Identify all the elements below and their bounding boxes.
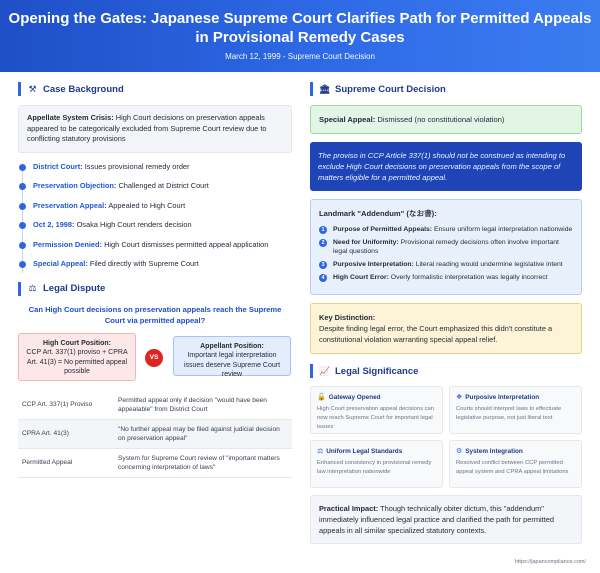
timeline-dot xyxy=(19,203,26,210)
gears-icon: ⚙ xyxy=(456,448,463,455)
unlock-icon: 🔓 xyxy=(317,394,326,401)
positions-comparison xyxy=(18,333,292,387)
vs-badge: VS xyxy=(145,349,163,367)
timeline-item: Preservation Appeal: Appealed to High Court xyxy=(33,201,292,221)
timeline-item: Preservation Objection: Challenged at District Court xyxy=(33,181,292,201)
case-timeline xyxy=(18,162,292,279)
holding-quote: The proviso in CCP Article 337(1) should not be construed as intending to exclude High Court decisions on preservation appeals from the scope of matters eligible for a permitted appeal. xyxy=(310,142,582,191)
timeline-dot xyxy=(19,261,26,268)
page-title: Opening the Gates: Japanese Supreme Court Clarifies Path for Permitted Appeals in Provisional Remedy Cases xyxy=(8,10,592,46)
legal-dispute-heading: ⚖ Legal Dispute xyxy=(18,282,292,296)
addendum-item: 2 Need for Uniformity: Provisional remedy decisions often involve important legal questions xyxy=(319,238,573,256)
practical-impact: Practical Impact: Though technically obiter dictum, this "addendum" immediately influenced legal practice and clarified the path for permitted appeals in all similar specialized statutory contexts. xyxy=(310,495,582,544)
timeline-item: Oct 2, 1998: Osaka High Court renders decision xyxy=(33,220,292,240)
timeline-dot xyxy=(19,242,26,249)
statute-table xyxy=(18,391,292,478)
timeline-dot xyxy=(19,183,26,190)
table-row: CPRA Art. 41(3) "No further appeal may be filed against judicial decision on preservation appeal" xyxy=(18,420,292,449)
addendum-item: 3 Purposive Interpretation: Literal reading would undermine legislative intent xyxy=(319,260,573,269)
addendum-title: Landmark "Addendum" (なお書): xyxy=(319,209,437,218)
courthouse-icon: 🏛 xyxy=(319,83,331,94)
timeline-item: Permission Denied: High Court dismisses permitted appeal application xyxy=(33,240,292,260)
decision-heading: 🏛 Supreme Court Decision xyxy=(310,82,582,96)
right-column xyxy=(310,82,582,544)
significance-heading: 📈 Legal Significance xyxy=(310,364,582,378)
high-court-position: High Court Position: CCP Art. 337(1) proviso + CPRA Art. 41(3) = No permitted appeal possible xyxy=(18,333,136,381)
appellant-position: Appellant Position: Important legal interpretation issues deserve Supreme Court review xyxy=(173,336,291,376)
timeline-item: Special Appeal: Filed directly with Supreme Court xyxy=(33,259,292,279)
scales-icon: ⚖ xyxy=(28,283,37,293)
hammer-icon: ⚒ xyxy=(28,83,37,94)
significance-card: ⚖ Uniform Legal Standards Enhanced consistency in provisional remedy law interpretation nationwide xyxy=(310,440,443,488)
significance-card: ❖ Purposive Interpretation Courts should interpret laws to effectuate legislative purpose, not just literal text xyxy=(449,386,582,434)
case-background-heading: ⚒ Case Background xyxy=(18,82,292,96)
timeline-dot xyxy=(19,164,26,171)
significance-cards xyxy=(310,386,582,488)
footer-link[interactable]: https://japancompliance.com/ xyxy=(514,559,586,565)
addendum-item: 1 Purpose of Permitted Appeals: Ensure uniform legal interpretation nationwide xyxy=(319,225,573,234)
page-subtitle: March 12, 1999 - Supreme Court Decision xyxy=(225,52,375,61)
chart-icon: 📈 xyxy=(319,365,331,376)
table-row: CCP Art. 337(1) Proviso Permitted appeal only if decision "would have been appealable" from District Court xyxy=(18,391,292,420)
compass-icon: ❖ xyxy=(456,394,463,401)
left-column xyxy=(18,82,292,478)
dispute-question: Can High Court decisions on preservation appeals reach the Supreme Court via permitted appeal? xyxy=(28,304,282,325)
page-header xyxy=(0,0,600,72)
key-distinction: Key Distinction: Despite finding legal error, the Court emphasized this didn't constitute a constitutional violation warranting special appeal relief. xyxy=(310,303,582,354)
table-row: Permitted Appeal System for Supreme Court review of "important matters concerning interpretation of laws" xyxy=(18,449,292,478)
addendum-box xyxy=(310,199,582,295)
significance-card: 🔓 Gateway Opened High Court preservation appeal decisions can now reach Supreme Court for important legal issues xyxy=(310,386,443,434)
decision-result: Special Appeal: Dismissed (no constitutional violation) xyxy=(310,105,582,134)
timeline-item: District Court: Issues provisional remedy order xyxy=(33,162,292,182)
crisis-box: Appellate System Crisis: High Court decisions on preservation appeals appeared to be categorically excluded from Supreme Court review due to conflicting statutory provisions xyxy=(18,105,292,153)
significance-card: ⚙ System Integration Resolved conflict between CCP permitted appeal system and CPRA appeal limitations xyxy=(449,440,582,488)
timeline-dot xyxy=(19,222,26,229)
balance-icon: ⚖ xyxy=(317,448,324,455)
addendum-item: 4 High Court Error: Overly formalistic interpretation was legally incorrect xyxy=(319,273,573,282)
